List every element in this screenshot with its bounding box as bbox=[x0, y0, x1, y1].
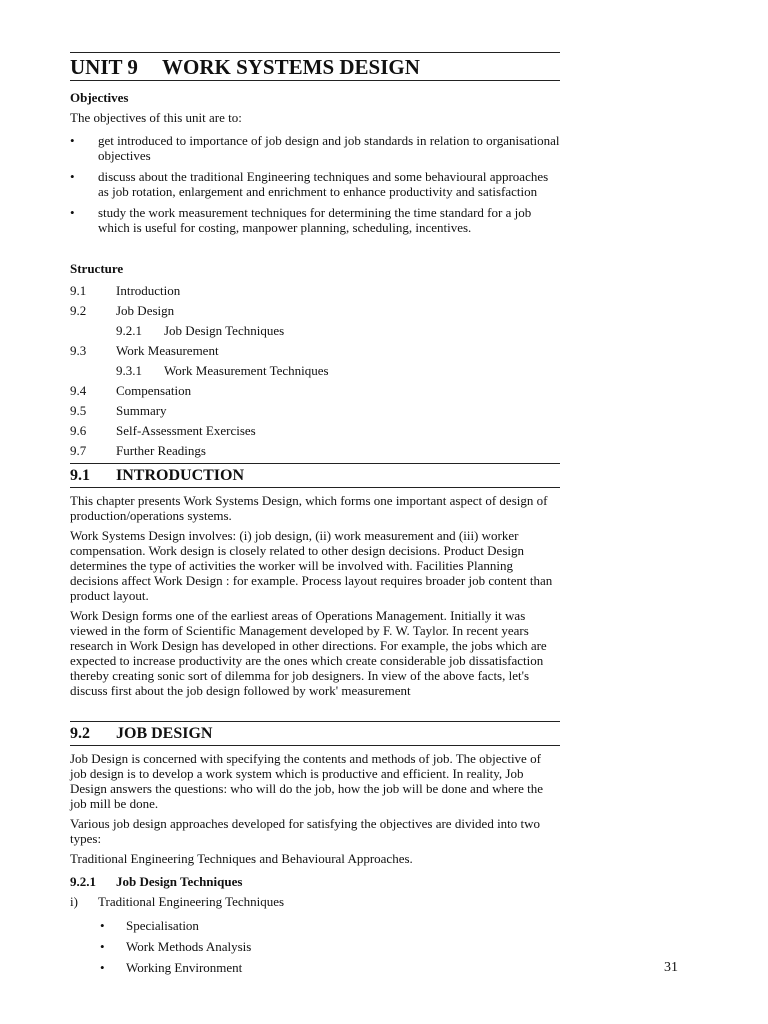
toc-item: 9.3.1 Work Measurement Techniques bbox=[116, 363, 329, 378]
structure-heading: Structure bbox=[70, 261, 124, 276]
structure-section bbox=[70, 261, 560, 461]
objectives-intro: The objectives of this unit are to: bbox=[70, 110, 242, 125]
bullet-icon: • bbox=[70, 169, 75, 184]
list-item: • get introduced to importance of job design and job standards in relation to organisational objectives bbox=[70, 133, 560, 163]
subsection-heading: 9.2.1 Job Design Techniques bbox=[70, 874, 243, 889]
paragraph: Job Design is concerned with specifying the contents and methods of job. The objective of job design is to develop a work system which is productive and efficient. In reality, Job Design answers the questions: who will do the job, how the job will be done and where the job mill be done. bbox=[70, 751, 543, 811]
bullet-icon: • bbox=[70, 133, 75, 148]
unit-title bbox=[70, 52, 560, 81]
section-heading: 9.1 INTRODUCTION bbox=[70, 463, 560, 488]
objectives-heading: Objectives bbox=[70, 90, 129, 105]
list-item: • study the work measurement techniques for determining the time standard for a job which is useful for costing, manpower planning, scheduling, incentives. bbox=[70, 205, 532, 235]
objectives-list bbox=[70, 133, 560, 235]
job-design-section bbox=[70, 721, 560, 978]
toc-item: 9.2.1 Job Design Techniques bbox=[116, 323, 285, 338]
section-heading: 9.2 JOB DESIGN bbox=[70, 721, 560, 746]
objectives-section bbox=[70, 90, 560, 241]
introduction-section bbox=[70, 463, 560, 703]
list-item: • discuss about the traditional Engineering techniques and some behavioural approaches as job rotation, enlargement and enrichment to enhance productivity and satisfaction bbox=[70, 169, 549, 199]
list-item: • Working Environment bbox=[70, 957, 560, 978]
paragraph: This chapter presents Work Systems Design, which forms one important aspect of design of production/operations systems. bbox=[70, 493, 548, 523]
toc-item: 9.5 Summary bbox=[70, 403, 167, 418]
paragraph: Traditional Engineering Techniques and Behavioural Approaches. bbox=[70, 851, 413, 866]
bullet-icon: • bbox=[100, 960, 105, 975]
list-item: • Specialisation bbox=[70, 915, 560, 936]
toc-item: 9.2 Job Design bbox=[70, 303, 175, 318]
unit-title-text: WORK SYSTEMS DESIGN bbox=[162, 55, 420, 79]
list-item: • Work Methods Analysis bbox=[70, 936, 560, 957]
paragraph: Work Design forms one of the earliest areas of Operations Management. Initially it was viewed in the form of Scientific Management developed by F. W. Taylor. In recent years research in Work Design has developed in other directions. For example, the jobs which are expected to increase productivity are the ones which create considerable job dissatisfaction thereby creating sonic sort of dilemma for job designers. In view of the above facts, let's discuss first about the job design followed by work' measurement bbox=[70, 608, 547, 698]
roman-list-item: i) Traditional Engineering Techniques bbox=[70, 894, 285, 909]
paragraph: Various job design approaches developed for satisfying the objectives are divided into two types: bbox=[70, 816, 541, 846]
toc-item: 9.4 Compensation bbox=[70, 383, 192, 398]
paragraph: Work Systems Design involves: (i) job design, (ii) work measurement and (iii) worker compensation. Work design is closely related to other design decisions. Product Design determines the type of activities the worker will be involved with. Facilities Planning decisions affect Work Design : for example. Process layout requires broader job content than product layout. bbox=[70, 528, 553, 603]
page-number: 31 bbox=[664, 960, 678, 975]
bullet-icon: • bbox=[100, 939, 105, 954]
unit-number: UNIT 9 bbox=[70, 55, 138, 79]
toc-item: 9.6 Self-Assessment Exercises bbox=[70, 423, 256, 438]
bullet-icon: • bbox=[70, 205, 75, 220]
bullet-icon: • bbox=[100, 918, 105, 933]
toc-item: 9.3 Work Measurement bbox=[70, 343, 219, 358]
toc-item: 9.1 Introduction bbox=[70, 283, 181, 298]
toc-item: 9.7 Further Readings bbox=[70, 443, 206, 458]
